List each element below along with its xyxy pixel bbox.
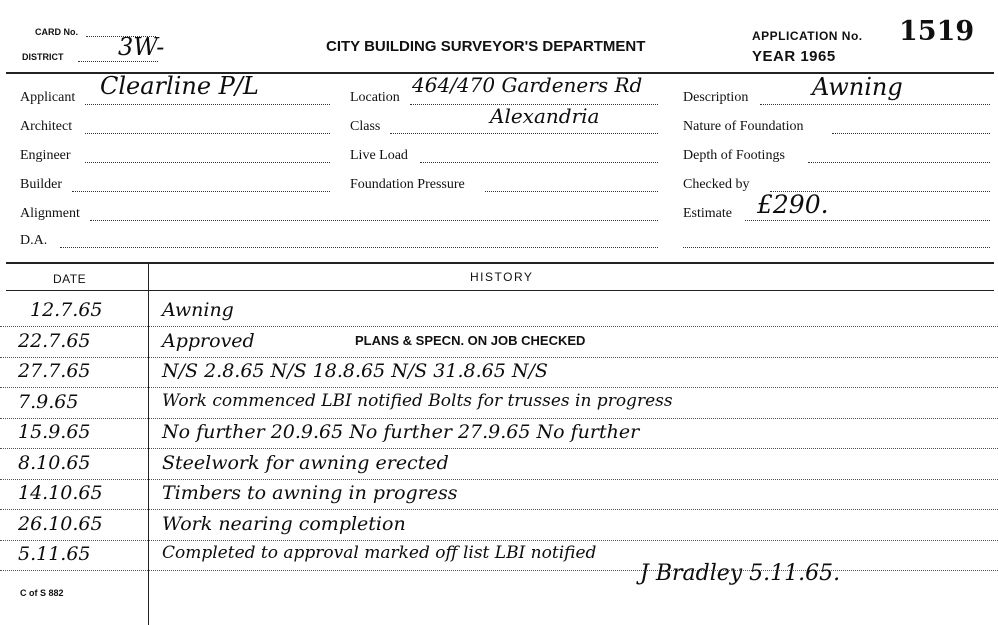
description-label: Description [683, 90, 749, 105]
history-header-border [6, 290, 994, 291]
estimate-label: Estimate [683, 206, 732, 221]
plans-checked-stamp: PLANS & SPECN. ON JOB CHECKED [355, 333, 586, 348]
location-value: 464/470 Gardeners Rd [412, 73, 643, 97]
history-date: 27.7.65 [18, 360, 91, 382]
da-label: D.A. [20, 233, 48, 248]
application-label: APPLICATION No. [752, 29, 863, 43]
da-line [60, 247, 658, 248]
history-date: 26.10.65 [18, 512, 103, 535]
date-header: DATE [53, 272, 87, 286]
class-label: Class [350, 119, 381, 134]
applicant-value: Clearline P/L [100, 72, 259, 100]
history-entry: Approved [162, 329, 255, 352]
right-extra-line [683, 247, 990, 248]
estimate-line [745, 220, 990, 221]
history-date: 15.9.65 [18, 421, 91, 443]
applicant-line [85, 104, 330, 105]
foundation-pressure-line [485, 191, 658, 192]
description-line [760, 104, 990, 105]
history-entry: Work nearing completion [162, 512, 406, 535]
history-row-rule [0, 418, 998, 419]
nature-line [832, 133, 990, 134]
history-date: 22.7.65 [18, 329, 91, 352]
foundation-pressure-label: Foundation Pressure [350, 177, 465, 192]
history-entry: N/S 2.8.65 N/S 18.8.65 N/S 31.8.65 N/S [162, 360, 548, 382]
builder-label: Builder [20, 177, 62, 192]
history-entry: No further 20.9.65 No further 27.9.65 No further [162, 421, 640, 443]
builder-line [72, 191, 330, 192]
history-entry: Steelwork for awning erected [162, 451, 449, 474]
applicant-label: Applicant [20, 90, 76, 105]
depth-line [808, 162, 990, 163]
history-date: 14.10.65 [18, 482, 103, 504]
architect-line [85, 133, 330, 134]
class-line [390, 133, 658, 134]
district-line [78, 61, 158, 62]
history-row-rule [0, 448, 998, 449]
history-row-rule [0, 570, 998, 571]
live-load-label: Live Load [350, 148, 408, 163]
location-value-2: Alexandria [490, 104, 600, 128]
live-load-line [420, 162, 658, 163]
history-header: HISTORY [470, 270, 534, 284]
district-label: DISTRICT [22, 52, 64, 62]
location-label: Location [350, 90, 400, 105]
history-entry: Awning [162, 299, 234, 321]
history-top-border [6, 262, 994, 264]
history-row-rule [0, 509, 998, 510]
history-row-rule [0, 479, 998, 480]
form-code: C of S 882 [20, 588, 64, 598]
depth-of-footings-label: Depth of Footings [683, 148, 785, 163]
history-entry: Completed to approval marked off list LBI notified [162, 543, 597, 563]
history-date: 12.7.65 [30, 299, 103, 321]
history-row-rule [0, 387, 998, 388]
history-row-rule [0, 326, 998, 327]
history-row-rule [0, 540, 998, 541]
engineer-line [85, 162, 330, 163]
inspector-signature: J Bradley 5.11.65. [640, 561, 841, 586]
history-date: 8.10.65 [18, 451, 91, 474]
history-entry: Work commenced LBI notified Bolts for trusses in progress [162, 390, 673, 411]
alignment-line [90, 220, 658, 221]
architect-label: Architect [20, 119, 73, 134]
history-date: 5.11.65 [18, 543, 91, 565]
engineer-label: Engineer [20, 148, 71, 163]
history-row-rule [0, 357, 998, 358]
description-value: Awning [812, 73, 903, 101]
alignment-label: Alignment [20, 206, 80, 221]
year-label: YEAR 1965 [752, 48, 836, 65]
card-no-label: CARD No. [35, 27, 78, 37]
estimate-value: £290. [757, 190, 829, 219]
application-number: 1519 [899, 16, 975, 47]
checked-by-label: Checked by [683, 177, 750, 192]
history-date: 7.9.65 [18, 390, 79, 413]
nature-of-foundation-label: Nature of Foundation [683, 119, 804, 134]
district-value: 3W- [118, 33, 165, 61]
department-title: CITY BUILDING SURVEYOR'S DEPARTMENT [326, 38, 646, 55]
history-entry: Timbers to awning in progress [162, 482, 458, 504]
